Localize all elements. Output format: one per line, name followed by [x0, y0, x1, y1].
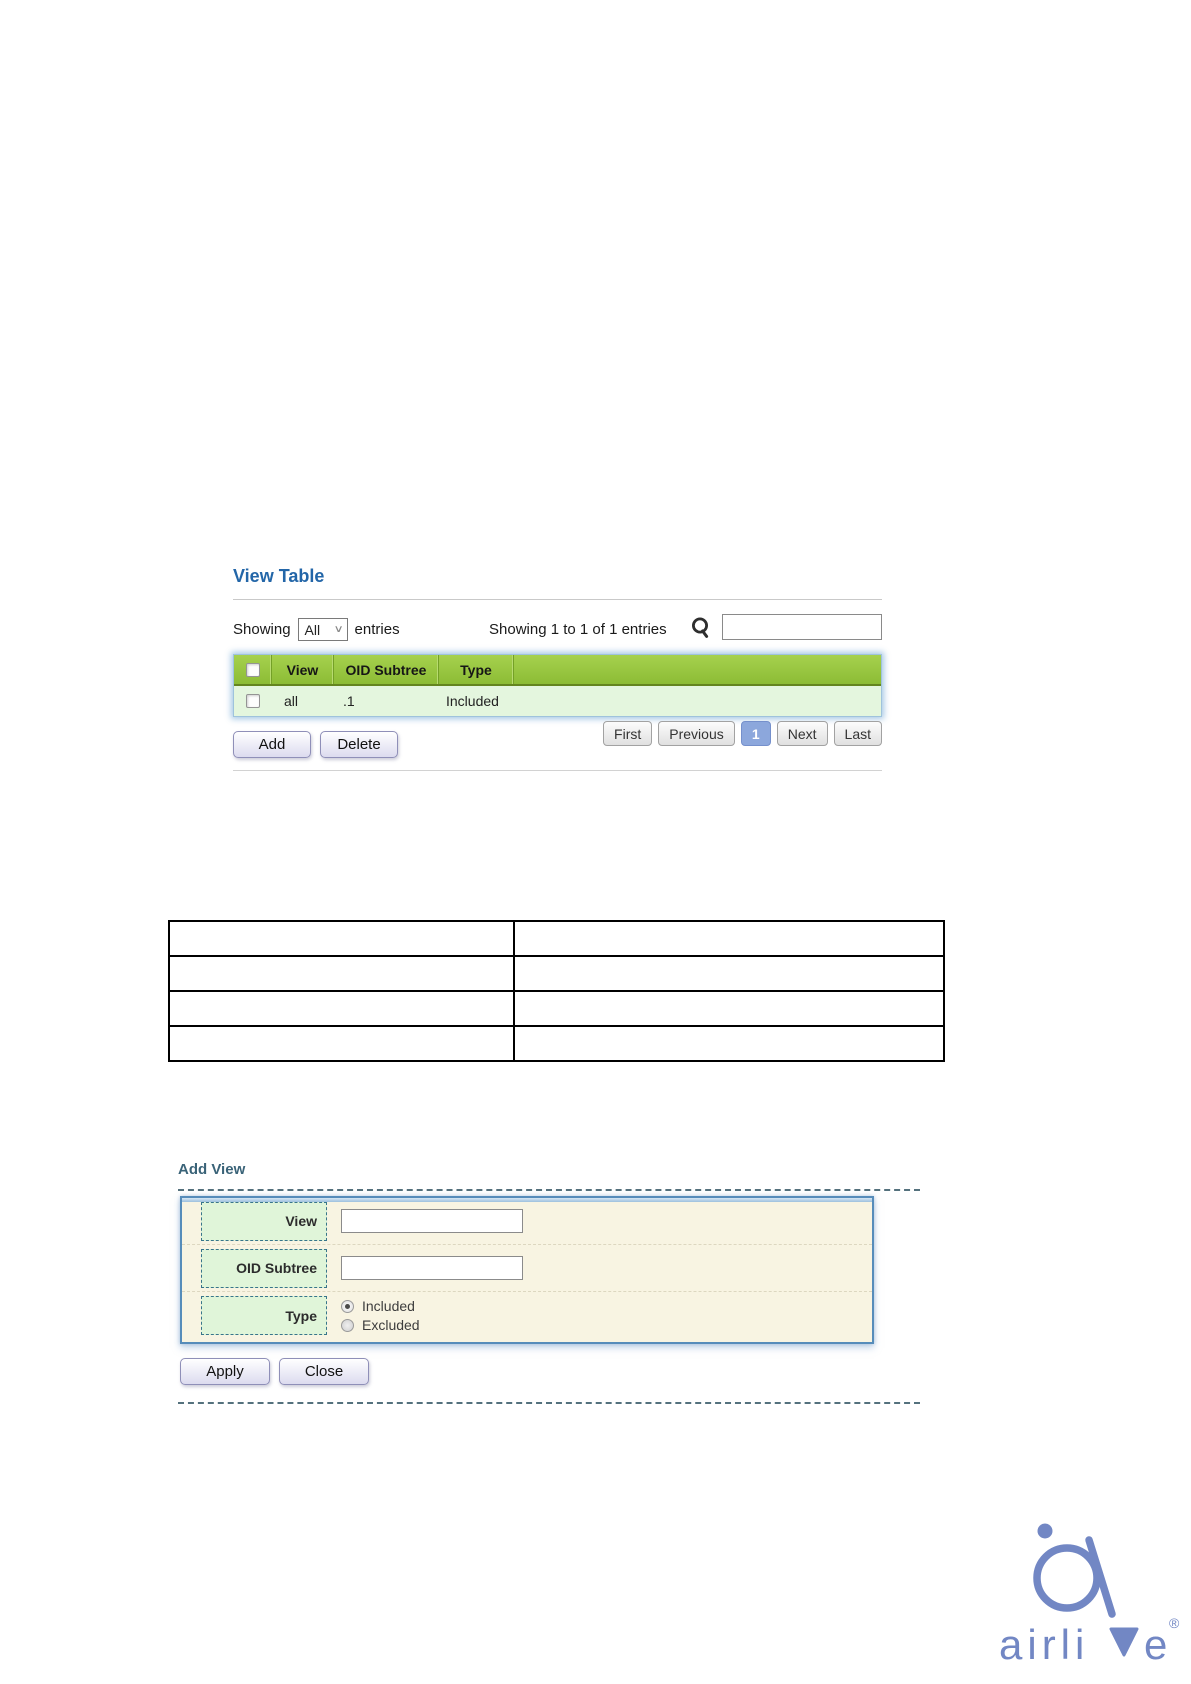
- view-table-title: View Table: [233, 566, 325, 586]
- cell-type: Included: [446, 693, 499, 709]
- pagination-first-button[interactable]: First: [603, 721, 652, 746]
- close-button[interactable]: Close: [279, 1358, 369, 1385]
- table-row: [169, 991, 944, 1026]
- table-row: [169, 921, 944, 956]
- column-header-view: View: [272, 655, 334, 684]
- spec-cell: [514, 956, 944, 991]
- add-view-title: Add View: [178, 1161, 246, 1178]
- entries-select[interactable]: [298, 618, 348, 641]
- spec-cell: [514, 1026, 944, 1061]
- select-all-checkbox[interactable]: [246, 663, 260, 677]
- delete-button[interactable]: Delete: [320, 731, 398, 758]
- pagination-last-button[interactable]: Last: [834, 721, 882, 746]
- title-divider: [233, 599, 882, 600]
- cell-oid-subtree: .1: [343, 693, 355, 709]
- airlive-logo: [985, 1516, 1185, 1681]
- oid-subtree-field-label: OID Subtree: [201, 1249, 327, 1288]
- chevron-down-icon: ∨: [333, 624, 345, 635]
- add-button[interactable]: Add: [233, 731, 311, 758]
- logo-dot: [1038, 1524, 1053, 1539]
- registered-mark: ®: [1169, 1615, 1180, 1631]
- spec-cell: [514, 991, 944, 1026]
- view-field[interactable]: [341, 1209, 523, 1233]
- spec-cell: [169, 956, 514, 991]
- column-header-empty: [514, 655, 881, 684]
- table-row: [234, 686, 881, 716]
- view-field-label: View: [201, 1202, 327, 1241]
- table-header-row: [234, 655, 881, 686]
- form-row-oid-subtree: [182, 1245, 872, 1292]
- table-row: [169, 956, 944, 991]
- type-field-label: Type: [201, 1296, 327, 1335]
- form-row-type: [182, 1292, 872, 1339]
- showing-label: Showing: [233, 621, 291, 638]
- spec-cell: [514, 921, 944, 956]
- oid-subtree-field[interactable]: [341, 1256, 523, 1280]
- search-input[interactable]: [722, 614, 882, 640]
- cell-view: all: [284, 693, 299, 709]
- table-controls: [233, 612, 882, 648]
- pagination-previous-button[interactable]: Previous: [658, 721, 734, 746]
- excluded-radio-label: Excluded: [362, 1317, 420, 1333]
- spec-cell: [169, 991, 514, 1026]
- column-header-oid-subtree: OID Subtree: [334, 655, 439, 684]
- logo-ring: [1037, 1548, 1097, 1608]
- column-header-type: Type: [439, 655, 514, 684]
- search-icon: [690, 616, 713, 639]
- spec-cell: [169, 921, 514, 956]
- view-table: [233, 654, 882, 717]
- logo-v-triangle: [1111, 1629, 1137, 1655]
- add-view-form: [180, 1196, 874, 1344]
- excluded-radio[interactable]: [341, 1319, 354, 1332]
- apply-button[interactable]: Apply: [180, 1358, 270, 1385]
- spec-table: [168, 920, 945, 1062]
- logo-tail: [1089, 1540, 1112, 1614]
- logo-word-left: airli: [999, 1621, 1090, 1668]
- included-radio[interactable]: [341, 1300, 354, 1313]
- pagination-next-button[interactable]: Next: [777, 721, 828, 746]
- row-checkbox[interactable]: [246, 694, 260, 708]
- dashed-divider: [178, 1189, 920, 1191]
- entries-select-value: All: [304, 621, 321, 638]
- spec-cell: [169, 1026, 514, 1061]
- showing-status: Showing 1 to 1 of 1 entries: [489, 621, 667, 638]
- entries-label: entries: [354, 621, 400, 638]
- logo-word-right: e: [1144, 1621, 1168, 1668]
- pagination-page-1-button[interactable]: 1: [741, 721, 771, 746]
- section-divider: [233, 770, 882, 771]
- table-row: [169, 1026, 944, 1061]
- form-row-view: [182, 1198, 872, 1245]
- included-radio-label: Included: [362, 1298, 415, 1314]
- dashed-divider: [178, 1402, 920, 1404]
